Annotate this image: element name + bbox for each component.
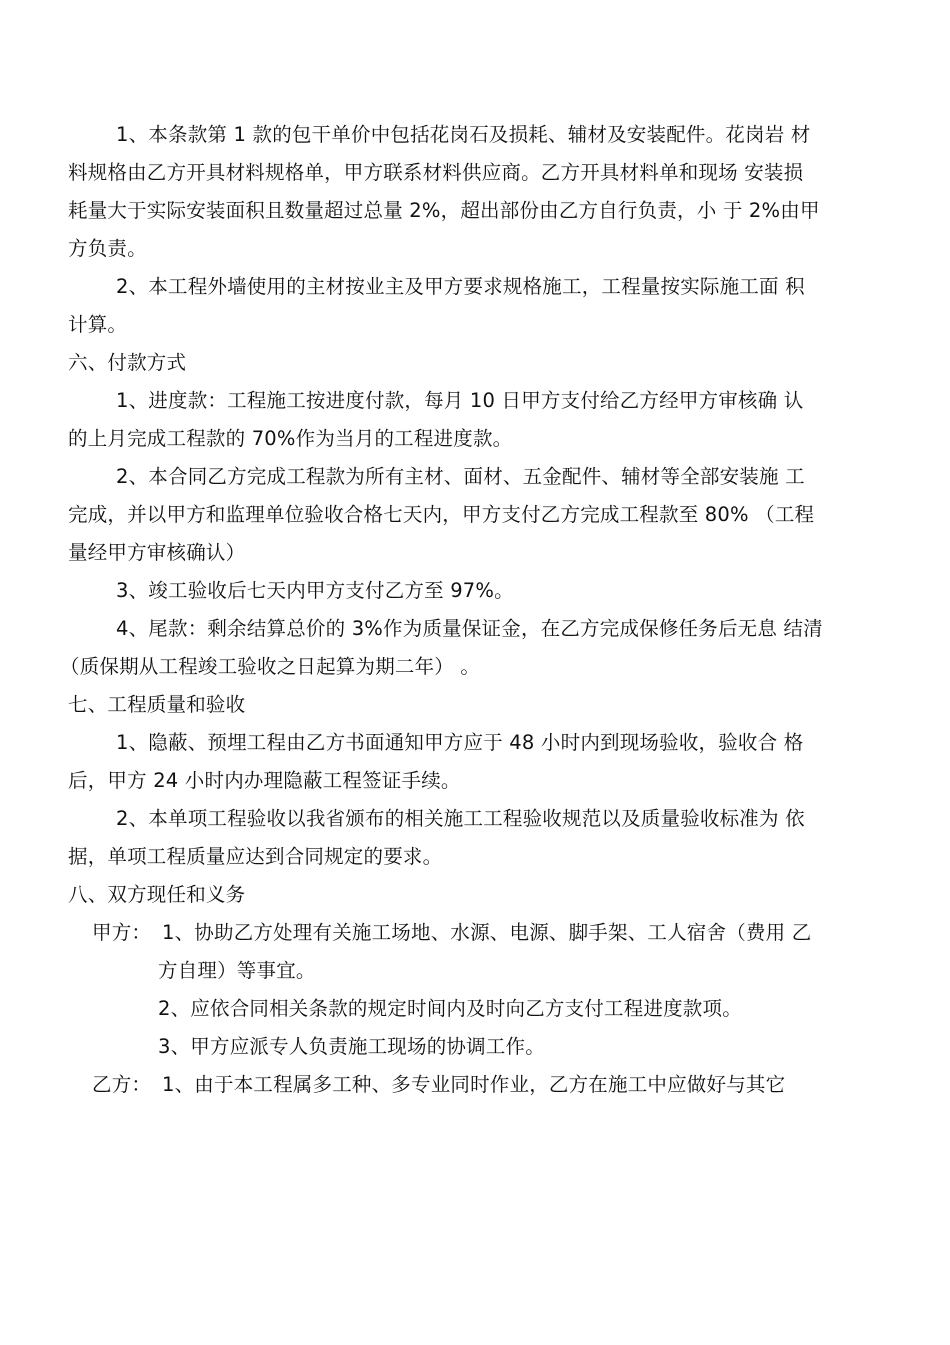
clause-6-2-line-1: 2、本合同乙方完成工程款为所有主材、面材、五金配件、辅材等全部安装施 工 <box>116 465 805 488</box>
section-6-heading: 六、付款方式 <box>68 351 187 374</box>
clause-7-1-line-2: 后，甲方 24 小时内办理隐蔽工程签证手续。 <box>68 769 461 792</box>
clause-6-2-line-2: 完成，并以甲方和监理单位验收合格七天内，甲方支付乙方完成工程款至 80% （工程 <box>68 503 815 526</box>
clause-5-1-line-3: 耗量大于实际安装面积且数量超过总量 2%，超出部份由乙方自行负责，小 于 2%由甲 <box>68 199 820 222</box>
clause-6-4-line-2: （质保期从工程竣工验收之日起算为期二年） 。 <box>60 655 481 678</box>
clause-6-2-line-3: 量经甲方审核确认） <box>68 541 246 564</box>
clause-5-2-line-2: 计算。 <box>68 313 128 336</box>
section-8-heading: 八、双方现任和义务 <box>68 883 246 906</box>
party-a-item-1-line-1: 1、协助乙方处理有关施工场地、水源、电源、脚手架、工人宿舍（费用 乙 <box>162 921 812 944</box>
clause-6-3-line-1: 3、竣工验收后七天内甲方支付乙方至 97%。 <box>116 579 514 602</box>
party-a-label: 甲方： <box>92 921 152 944</box>
clause-7-2-line-1: 2、本单项工程验收以我省颁布的相关施工工程验收规范以及质量验收标准为 依 <box>116 807 805 830</box>
clause-6-4-line-1: 4、尾款：剩余结算总价的 3%作为质量保证金，在乙方完成保修任务后无息 结清 <box>116 617 823 640</box>
party-a-item-2: 2、应依合同相关条款的规定时间内及时向乙方支付工程进度款项。 <box>158 997 742 1020</box>
clause-7-1-line-1: 1、隐蔽、预埋工程由乙方书面通知甲方应于 48 小时内到现场验收，验收合 格 <box>116 731 804 754</box>
party-b-item-1-line-1: 1、由于本工程属多工种、多专业同时作业，乙方在施工中应做好与其它 <box>162 1073 786 1096</box>
clause-5-2-line-1: 2、本工程外墙使用的主材按业主及甲方要求规格施工，工程量按实际施工面 积 <box>116 275 805 298</box>
clause-6-1-line-2: 的上月完成工程款的 70%作为当月的工程进度款。 <box>68 427 513 450</box>
clause-5-1-line-2: 料规格由乙方开具材料规格单，甲方联系材料供应商。乙方开具材料单和现场 安装损 <box>68 161 804 184</box>
clause-5-1-line-1: 1、本条款第 1 款的包干单价中包括花岗石及损耗、辅材及安装配件。花岗岩 材 <box>116 123 811 146</box>
clause-5-1-line-4: 方负责。 <box>68 237 147 260</box>
clause-6-1-line-1: 1、进度款：工程施工按进度付款，每月 10 日甲方支付给乙方经甲方审核确 认 <box>116 389 804 412</box>
party-a-item-3: 3、甲方应派专人负责施工现场的协调工作。 <box>158 1035 545 1058</box>
section-7-heading: 七、工程质量和验收 <box>68 693 246 716</box>
clause-7-2-line-2: 据，单项工程质量应达到合同规定的要求。 <box>68 845 443 868</box>
party-b-label: 乙方： <box>92 1073 152 1096</box>
party-a-item-1-line-2: 方自理）等事宜。 <box>158 959 316 982</box>
